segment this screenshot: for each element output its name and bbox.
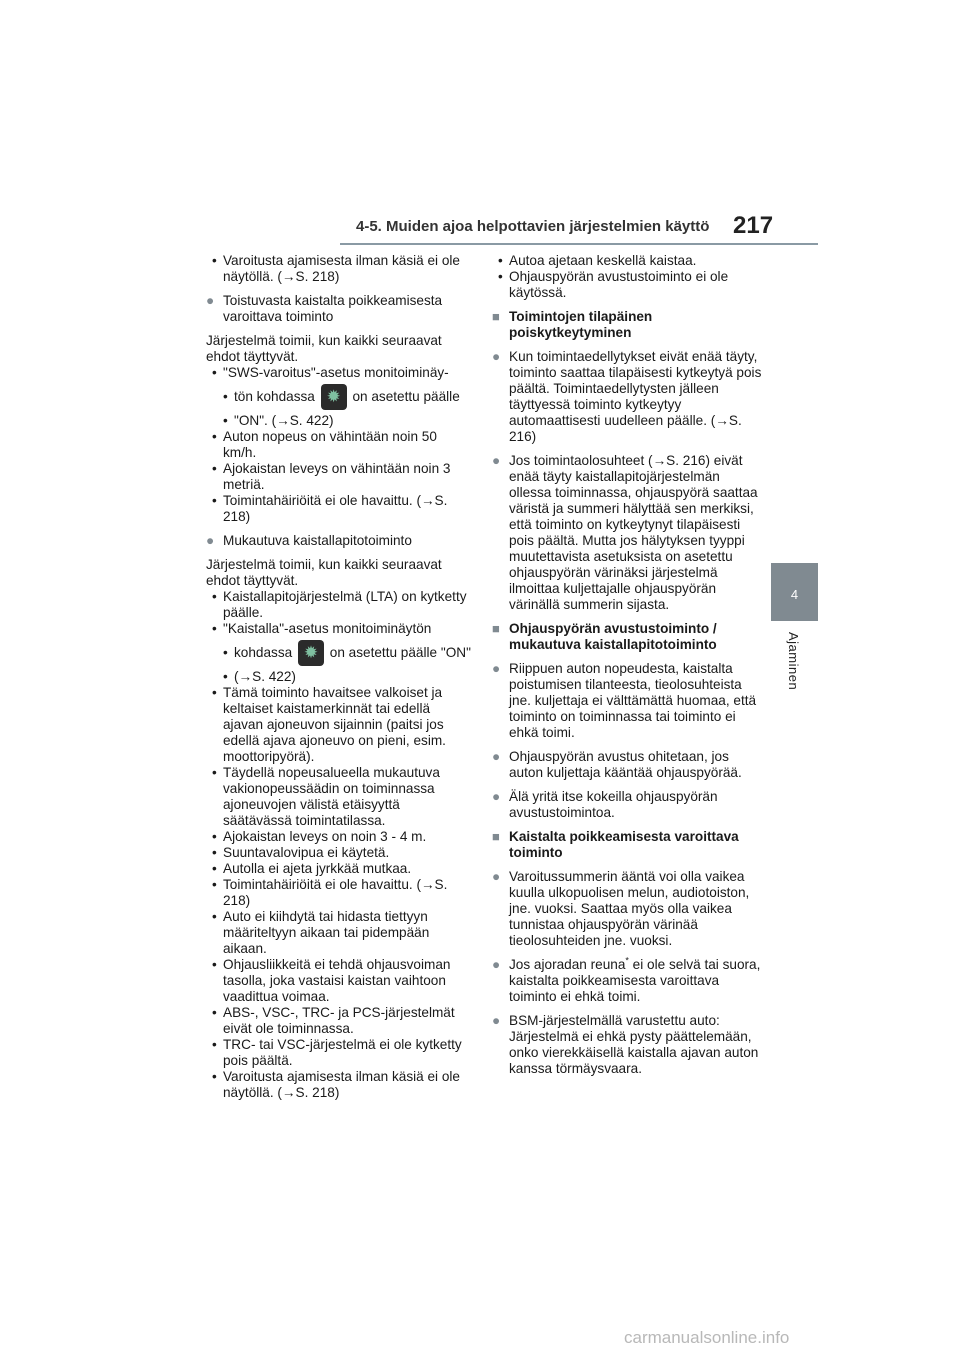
section-title: 4-5. Muiden ajoa helpottavien järjestelmien käyttö	[356, 218, 710, 235]
list-item: • Auto ei kiihdytä tai hidasta tiettyyn määriteltyyn aikaan tai pidempään aikaan.	[206, 909, 471, 957]
note-item: ● Kun toimintaedellytykset eivät enää täyty, toiminto saattaa tilapäisesti kytkeytyä pois päältä. Toimintaedellytysten jälleen täyttyessä toiminto kytkeytyy automaattisesti uudelleen päälle. (→S. 216)	[492, 349, 762, 445]
chapter-number: 4	[790, 587, 799, 602]
list-item: • kohdassa ✹ on asetettu päälle "ON"	[206, 637, 471, 669]
note-item: ● Älä yritä itse kokeilla ohjauspyörän avustustoimintoa.	[492, 789, 762, 821]
chapter-tab	[771, 563, 818, 621]
list-item: • Varoitusta ajamisesta ilman käsiä ei ole näytöllä. (→S. 218)	[206, 1069, 471, 1101]
list-item: • Ohjausliikkeitä ei tehdä ohjausvoiman tasolla, joka vastaisi kaistan vaihtoon vaadittua voimaa.	[206, 957, 471, 1005]
list-item: • Kaistallapitojärjestelmä (LTA) on kytketty päälle.	[206, 589, 471, 621]
list-item: • Toimintahäiriöitä ei ole havaittu. (→S. 218)	[206, 493, 471, 525]
watermark: carmanualsonline.info	[624, 1328, 790, 1347]
list-item: • Ajokaistan leveys on vähintään noin 3 metriä.	[206, 461, 471, 493]
paragraph: Järjestelmä toimii, kun kaikki seuraavat ehdot täyttyvät.	[206, 557, 442, 588]
list-item: • Toimintahäiriöitä ei ole havaittu. (→S. 218)	[206, 877, 471, 909]
note-item: ● BSM-järjestelmällä varustettu auto: Järjestelmä ei ehkä pysty päättelemään, onko vierekkäisellä kaistalla ajavan auton kanssa törmäysvaara.	[492, 1013, 762, 1077]
list-item: • ABS-, VSC-, TRC- ja PCS-järjestelmät eivät ole toiminnassa.	[206, 1005, 471, 1037]
list-item: • Täydellä nopeusalueella mukautuva vakionopeussäädin on toiminnassa ajoneuvojen välistä etäisyyttä säätävässä toimintatilassa.	[206, 765, 471, 829]
note-item: ● Ohjauspyörän avustus ohitetaan, jos auton kuljettaja kääntää ohjauspyörää.	[492, 749, 762, 781]
section-heading: ● Toistuvasta kaistalta poikkeamisesta varoittava toiminto	[206, 293, 471, 325]
list-item: • Suuntavalovipua ei käytetä.	[206, 845, 471, 861]
list-item: • Ohjauspyörän avustustoiminto ei ole käytössä.	[492, 269, 762, 301]
left-column	[206, 253, 471, 1101]
note-item: ● Varoitussummerin ääntä voi olla vaikea kuulla ulkopuolisen melun, audiotoiston, jne. vuoksi. Saattaa myös olla vaikea tunnistaa ohjauspyörän värinää tieolosuhteiden jne. vuoksi.	[492, 869, 762, 949]
list-item: • Auton nopeus on vähintään noin 50 km/h.	[206, 429, 471, 461]
list-item: • "ON". (→S. 422)	[206, 413, 471, 429]
section-heading: ● Mukautuva kaistallapitotoiminto	[206, 533, 471, 549]
note-item: ● Jos ajoradan reuna* ei ole selvä tai suora, kaistalta poikkeamisesta varoittava toiminto ei ehkä toimi.	[492, 957, 762, 1005]
page-number: 217	[733, 212, 774, 239]
list-item: • TRC- tai VSC-järjestelmä ei ole kytketty pois päältä.	[206, 1037, 471, 1069]
settings-gear-icon: ✹	[321, 384, 347, 410]
note-item: ● Jos toimintaolosuhteet (→S. 216) eivät enää täyty kaistallapitojärjestelmän ollessa toiminnassa, ohjauspyörä saattaa väristä ja summeri hälyttää sen merkiksi, että toiminto on kytkeytynyt tilapäisesti pois päältä. Mutta jos hälytyksen tyyppi muutettavista asetuksista on asetettu ohjauspyörän värinäksi järjestelmä ilmoittaa kuljettajalle ohjauspyörän värinällä summerin sijasta.	[492, 453, 762, 613]
subsection-heading: ■ Toimintojen tilapäinen poiskytkeytyminen	[492, 309, 762, 341]
list-item: • Varoitusta ajamisesta ilman käsiä ei ole näytöllä. (→S. 218)	[206, 253, 471, 285]
list-item: • (→S. 422)	[206, 669, 471, 685]
list-item: • "Kaistalla"-asetus monitoiminäytön	[206, 621, 471, 637]
settings-gear-icon: ✹	[298, 640, 324, 666]
list-item: • "SWS-varoitus"-asetus monitoiminäy-	[206, 365, 471, 381]
paragraph: Järjestelmä toimii, kun kaikki seuraavat ehdot täyttyvät.	[206, 333, 442, 364]
list-item: • Ajokaistan leveys on noin 3 - 4 m.	[206, 829, 471, 845]
right-column	[492, 253, 762, 1080]
note-item: ● Riippuen auton nopeudesta, kaistalta poistumisen tilanteesta, tieolosuhteista jne. kuljettaja ei välttämättä huomaa, että toiminto on toiminnassa tai toiminto ei ehkä toimi.	[492, 661, 762, 741]
subsection-heading: ■ Kaistalta poikkeamisesta varoittava toiminto	[492, 829, 762, 861]
list-item: • Autolla ei ajeta jyrkkää mutkaa.	[206, 861, 471, 877]
list-item: • Tämä toiminto havaitsee valkoiset ja keltaiset kaistamerkinnät tai edellä ajavan ajoneuvon sijainnin (paitsi jos edellä ajava ajoneuvo on pieni, esim. moottoripyörä).	[206, 685, 471, 765]
chapter-label: Ajaminen	[786, 632, 801, 691]
list-item: • Autoa ajetaan keskellä kaistaa.	[492, 253, 762, 269]
list-item: • tön kohdassa ✹ on asetettu päälle	[206, 381, 471, 413]
subsection-heading: ■ Ohjauspyörän avustustoiminto / mukautuva kaistallapitotoiminto	[492, 621, 762, 653]
header-rule	[340, 243, 818, 245]
